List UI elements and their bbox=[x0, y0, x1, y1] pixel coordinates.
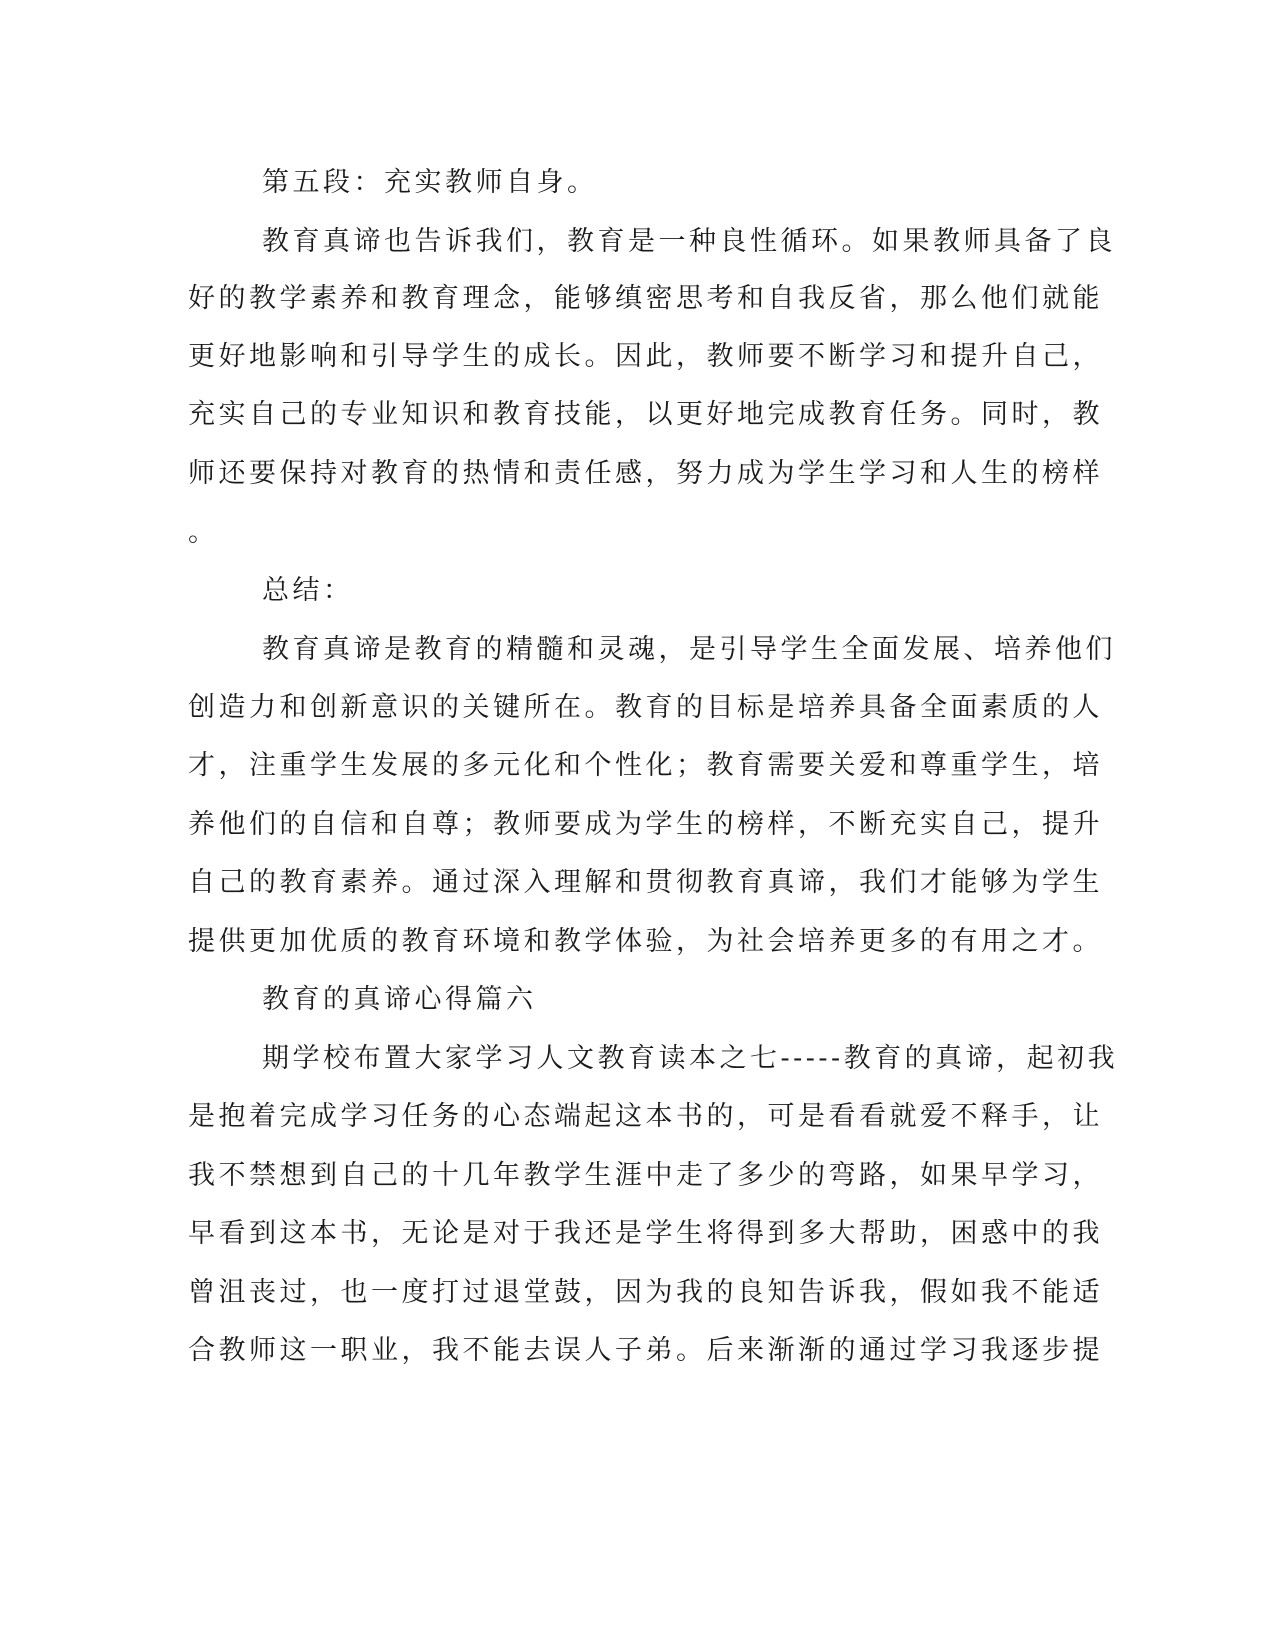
paragraph-line: 我不禁想到自己的十几年教学生涯中走了多少的弯路，如果早学习， bbox=[188, 1160, 1103, 1191]
paragraph-line: 好的教学素养和教育理念，能够缜密思考和自我反省，那么他们就能 bbox=[188, 283, 1103, 314]
paragraph-line: 期学校布置大家学习人文教育读本之七-----教育的真谛，起初我 bbox=[262, 1043, 1119, 1074]
section-heading-five: 第五段：充实教师自身。 bbox=[262, 167, 598, 198]
paragraph-line: 合教师这一职业，我不能去误人子弟。后来渐渐的通过学习我逐步提 bbox=[188, 1335, 1103, 1366]
section-title-six: 教育的真谛心得篇六 bbox=[262, 984, 537, 1015]
paragraph-line: 自己的教育素养。通过深入理解和贯彻教育真谛，我们才能够为学生 bbox=[188, 867, 1103, 898]
paragraph-line: 充实自己的专业知识和教育技能，以更好地完成教育任务。同时，教 bbox=[188, 399, 1103, 430]
paragraph-line: 。 bbox=[188, 517, 219, 548]
paragraph-line: 师还要保持对教育的热情和责任感，努力成为学生学习和人生的榜样 bbox=[188, 458, 1103, 489]
summary-heading: 总结： bbox=[262, 575, 354, 606]
paragraph-line: 早看到这本书，无论是对于我还是学生将得到多大帮助，困惑中的我 bbox=[188, 1218, 1103, 1249]
paragraph-line: 才，注重学生发展的多元化和个性化；教育需要关爱和尊重学生，培 bbox=[188, 750, 1103, 781]
paragraph-line: 是抱着完成学习任务的心态端起这本书的，可是看看就爱不释手，让 bbox=[188, 1101, 1103, 1132]
paragraph-line: 教育真谛是教育的精髓和灵魂，是引导学生全面发展、培养他们 bbox=[262, 634, 1116, 665]
paragraph-line: 更好地影响和引导学生的成长。因此，教师要不断学习和提升自己， bbox=[188, 341, 1103, 372]
paragraph-line: 养他们的自信和自尊；教师要成为学生的榜样，不断充实自己，提升 bbox=[188, 809, 1103, 840]
paragraph-line: 创造力和创新意识的关键所在。教育的目标是培养具备全面素质的人 bbox=[188, 692, 1103, 723]
paragraph-line: 曾沮丧过，也一度打过退堂鼓，因为我的良知告诉我，假如我不能适 bbox=[188, 1277, 1103, 1308]
paragraph-line: 提供更加优质的教育环境和教学体验，为社会培养更多的有用之才。 bbox=[188, 926, 1103, 957]
paragraph-line: 教育真谛也告诉我们，教育是一种良性循环。如果教师具备了良 bbox=[262, 226, 1116, 257]
